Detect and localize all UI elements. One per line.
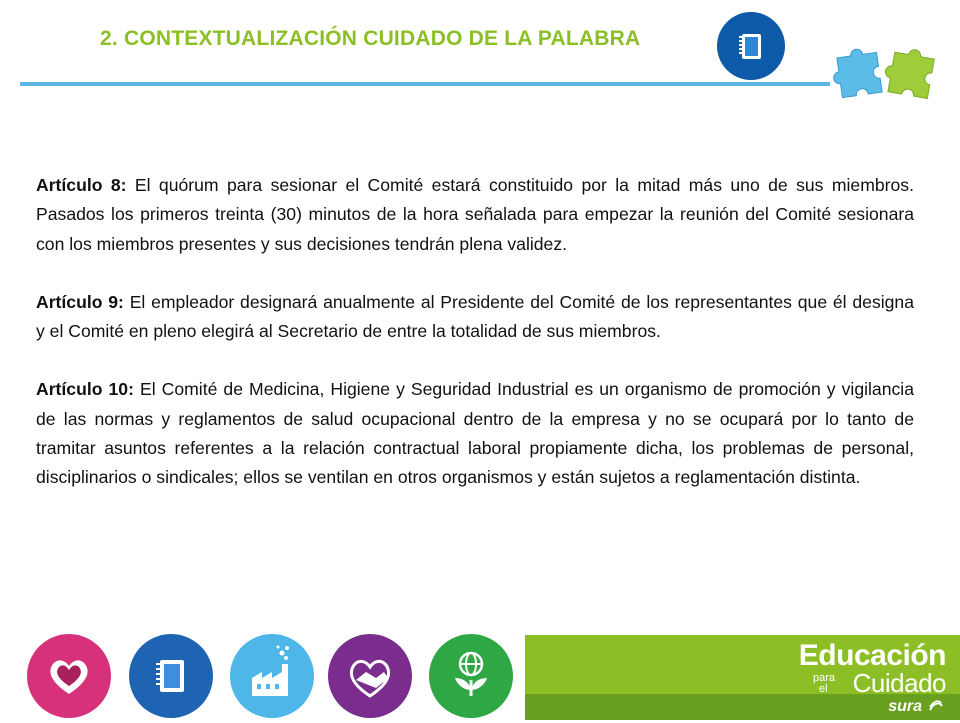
article-8 (36, 171, 914, 259)
heart-icon (27, 634, 111, 718)
footer-icons (0, 630, 525, 720)
puzzle-pieces-icon (832, 40, 950, 120)
article-9-label: Artículo 9: (36, 291, 124, 312)
factory-icon (230, 634, 314, 718)
article-8-text: El quórum para sesionar el Comité estará constituido por la mitad más uno de sus miembros. Pasados los primeros treinta (30) minutos de la hora señalada para empezar la reunión del Comité sesionara con los miembros presentes y sus decisiones tendrán plena validez. (36, 175, 914, 254)
sura-logo-icon (928, 698, 944, 714)
notebook-icon (129, 634, 213, 718)
handshake-circle (328, 634, 412, 718)
brand-el: el (819, 683, 828, 695)
brand-para: para (813, 672, 836, 684)
article-10-text: El Comité de Medicina, Higiene y Seguridad Industrial es un organismo de promoción y vigilancia de las normas y reglamentos de salud ocupacional dentro de la empresa y no se ocupará por lo tanto de tramitar asuntos referentes a la relación contractual laboral propiamente dicha, los problemas de personal, disciplinarios o sindicales; ellos se ventilan en otros organismos y están sujetos a reglamentación distinta. (36, 379, 914, 488)
article-8-label: Artículo 8: (36, 175, 127, 195)
brand-educacion: Educación (798, 639, 946, 672)
brand-block (525, 635, 960, 720)
factory-circle (230, 634, 314, 718)
page-title: 2. CONTEXTUALIZACIÓN CUIDADO DE LA PALABRA (100, 27, 641, 50)
globe-plant-icon (429, 634, 513, 718)
article-10-label: Artículo 10: (36, 379, 134, 400)
header-badge (717, 12, 785, 80)
article-10 (36, 375, 914, 492)
article-9 (36, 288, 914, 347)
title-underline (20, 82, 830, 86)
notebook-circle (129, 634, 213, 718)
globe-plant-circle (429, 634, 513, 718)
brand-para-el (813, 673, 835, 695)
company-logo-text: sura (888, 698, 922, 715)
handshake-icon (328, 634, 412, 718)
heart-circle (27, 634, 111, 718)
article-9-text: El empleador designará anualmente al Presidente del Comité de los representantes que él designa y el Comité en pleno elegirá al Secretario de entre la totalidad de sus miembros. (36, 291, 915, 342)
article-content (36, 171, 914, 522)
notebook-icon (717, 12, 785, 80)
brand-cuidado: Cuidado (852, 668, 946, 698)
